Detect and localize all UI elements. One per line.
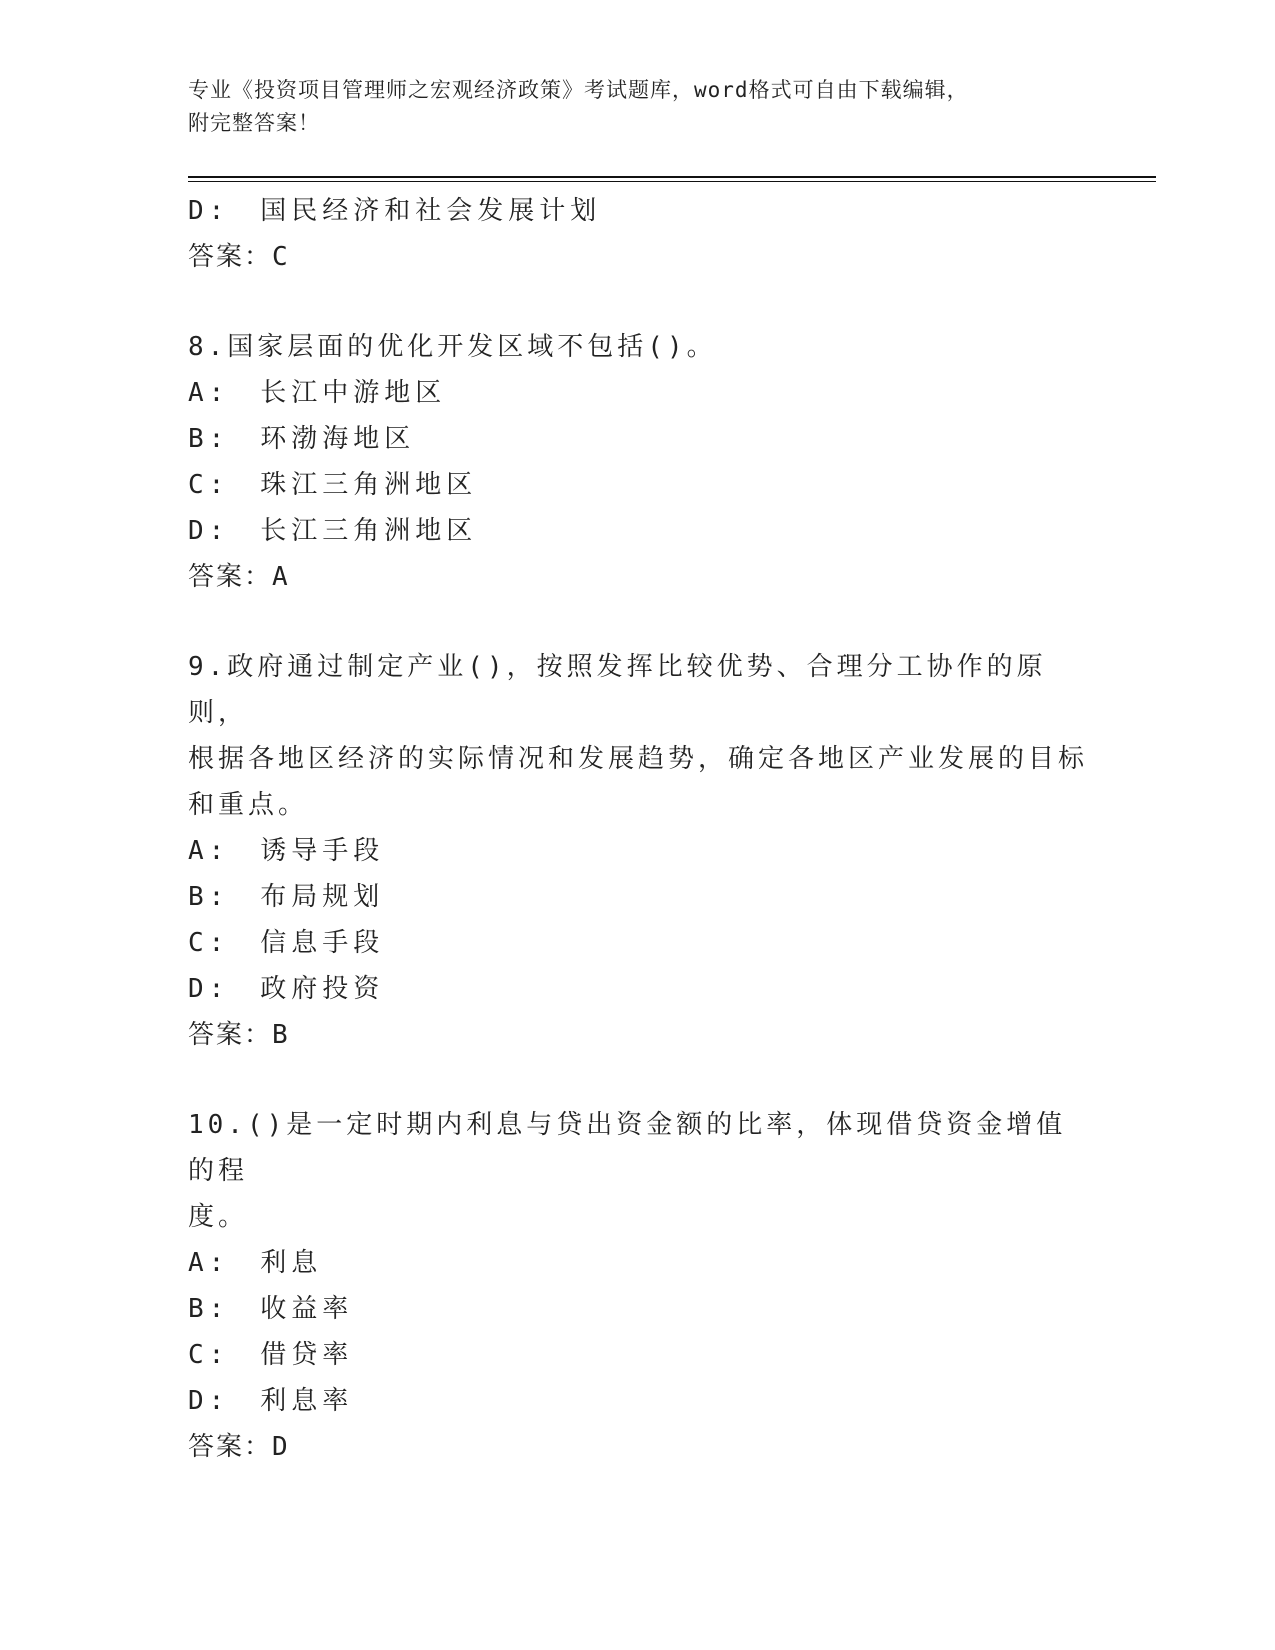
question-stem: 8.国家层面的优化开发区域不包括()。: [188, 332, 717, 362]
option-c: C: 珠江三角洲地区: [188, 470, 478, 500]
header-divider-thin: [188, 181, 1156, 182]
option-b: B: 收益率: [188, 1294, 354, 1324]
document-header: [188, 74, 1088, 140]
option-d: D: 政府投资: [188, 974, 385, 1004]
answer-line: 答案：A: [188, 562, 290, 592]
option-a: A: 利息: [188, 1248, 323, 1278]
answer-line: 答案：D: [188, 1432, 290, 1462]
option-a: A: 长江中游地区: [188, 378, 447, 408]
header-divider: [188, 176, 1156, 178]
question-8: [188, 324, 1108, 600]
option-d: D: 利息率: [188, 1386, 354, 1416]
option-c: C: 借贷率: [188, 1340, 354, 1370]
question-stem-line-1: 10.()是一定时期内利息与贷出资金额的比率，体现借贷资金增值的程: [188, 1110, 1067, 1186]
question-stem-line-1: 9.政府通过制定产业()，按照发挥比较优势、合理分工协作的原则，: [188, 652, 1047, 728]
answer-line: 答案：C: [188, 242, 290, 272]
question-content: [188, 188, 1108, 1470]
option-d: D: 国民经济和社会发展计划: [188, 196, 602, 226]
question-10: [188, 1102, 1108, 1470]
header-line-1: 专业《投资项目管理师之宏观经济政策》考试题库，word格式可自由下载编辑，: [188, 78, 969, 102]
header-line-2: 附完整答案！: [188, 111, 320, 135]
spacer: [188, 600, 1108, 644]
question-stem-line-2: 根据各地区经济的实际情况和发展趋势，确定各地区产业发展的目标: [188, 744, 1089, 774]
question-7-continued: [188, 188, 1108, 280]
spacer: [188, 280, 1108, 324]
option-d: D: 长江三角洲地区: [188, 516, 478, 546]
option-b: B: 布局规划: [188, 882, 385, 912]
option-b: B: 环渤海地区: [188, 424, 416, 454]
question-stem-line-2: 度。: [188, 1202, 249, 1232]
question-stem-line-3: 和重点。: [188, 790, 309, 820]
option-c: C: 信息手段: [188, 928, 385, 958]
answer-line: 答案：B: [188, 1020, 290, 1050]
option-a: A: 诱导手段: [188, 836, 385, 866]
spacer: [188, 1058, 1108, 1102]
question-9: [188, 644, 1108, 1058]
